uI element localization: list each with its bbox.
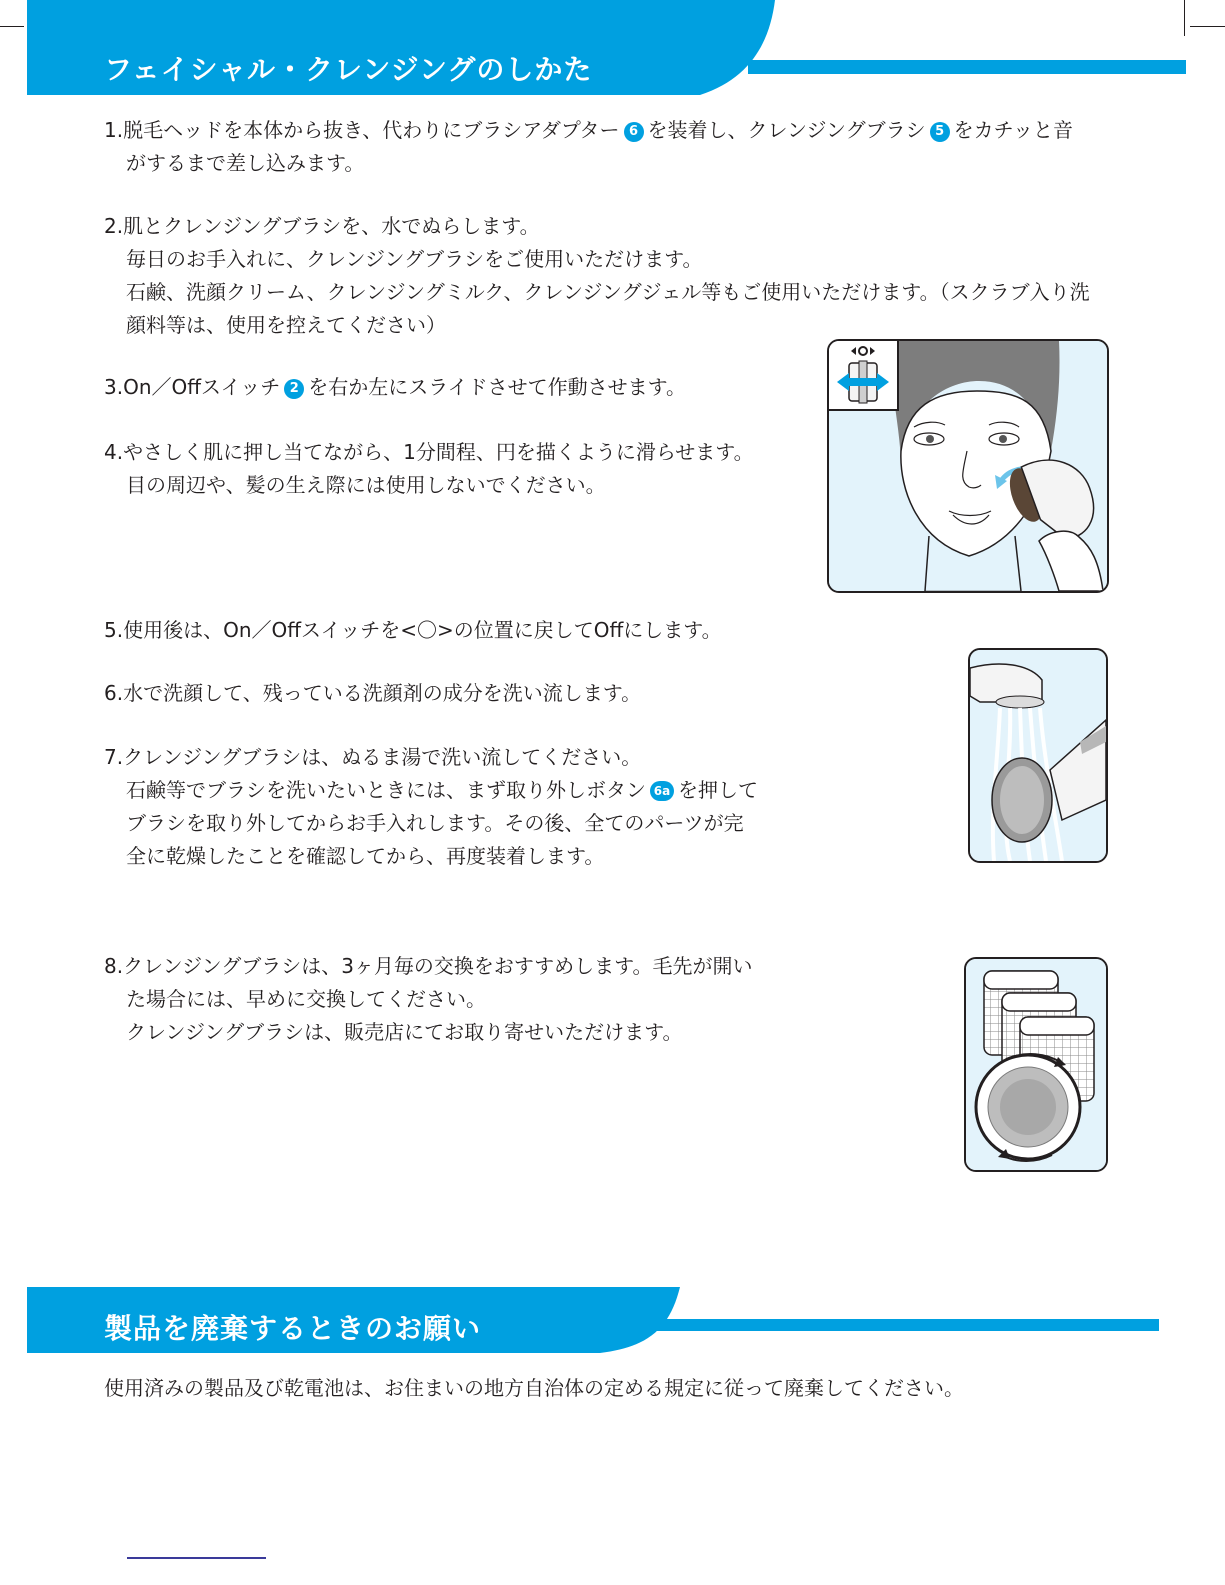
step-6: 6.水で洗顔して、残っている洗顔剤の成分を洗い流します。 — [104, 681, 642, 705]
section-header-cleansing — [0, 0, 1225, 100]
part-badge-6a: 6a — [650, 781, 674, 801]
slide-switch-icon — [829, 341, 899, 411]
step-number: 7. — [104, 745, 124, 769]
step-5: 5.使用後は、On／Offスイッチを<〇>の位置に戻してOffにします。 — [104, 618, 722, 642]
step-1-line-1: 1.脱毛ヘッドを本体から抜き、代わりにブラシアダプター 6 を装着し、クレンジングブラシ 5 をカチッと音 — [104, 118, 1074, 142]
step-7: 7.クレンジングブラシは、ぬるま湯で洗い流してください。 石鹸等でブラシを洗いたいときには、まず取り外しボタン 6a を押して ブラシを取り外してからお手入れします。その後、全てのパーツが完 全に乾燥したことを確認してから、再度装着します。 — [104, 745, 758, 868]
step-4: 4.やさしく肌に押し当てながら、1分間程、円を描くように滑らせます。 目の周辺や、髪の生え際には使用しないでください。 — [104, 440, 754, 497]
step-2-line-4: 顔料等は、使用を控えてください） — [126, 313, 446, 337]
part-badge-6: 6 — [624, 122, 644, 142]
step-number: 8. — [104, 954, 124, 978]
step-1-line-2: がするまで差し込みます。 — [126, 151, 365, 175]
step-2-line-3: 石鹸、洗顔クリーム、クレンジングミルク、クレンジングジェル等もご使用いただけます。（スクラブ入り洗 — [126, 280, 1090, 304]
part-badge-5: 5 — [930, 122, 950, 142]
face-cleansing-illustration — [827, 339, 1109, 593]
step-number: 3. — [104, 375, 124, 399]
header-bar — [655, 1319, 1159, 1331]
step-3: 3.On／Offスイッチ 2 を右か左にスライドさせて作動させます。 — [104, 375, 687, 399]
step-number: 6. — [104, 681, 124, 705]
replace-brush-illustration — [964, 957, 1108, 1172]
step-number: 2. — [104, 214, 124, 238]
step-2 — [104, 210, 1090, 342]
section-title-disposal: 製品を廃棄するときのお願い — [104, 1312, 482, 1345]
page-title: フェイシャル・クレンジングのしかた — [104, 53, 593, 86]
step-number: 1. — [104, 118, 124, 142]
step-number: 5. — [104, 618, 124, 642]
step-2-line-1: 2.肌とクレンジングブラシを、水でぬらします。 — [104, 214, 540, 238]
footer-underline — [127, 1557, 266, 1559]
step-1 — [104, 114, 1073, 180]
step-number: 4. — [104, 440, 124, 464]
part-badge-2: 2 — [284, 379, 304, 399]
step-2-line-2: 毎日のお手入れに、クレンジングブラシをご使用いただけます。 — [126, 247, 703, 271]
section-header-disposal — [0, 1287, 1225, 1357]
step-8: 8.クレンジングブラシは、3ヶ月毎の交換をおすすめします。毛先が開い た場合には、早めに交換してください。 クレンジングブラシは、販売店にてお取り寄せいただけます。 — [104, 954, 753, 1044]
header-bar — [748, 60, 1186, 74]
disposal-text: 使用済みの製品及び乾電池は、お住まいの地方自治体の定める規定に従って廃棄してください。 — [104, 1376, 964, 1400]
rinse-brush-illustration — [968, 648, 1108, 863]
